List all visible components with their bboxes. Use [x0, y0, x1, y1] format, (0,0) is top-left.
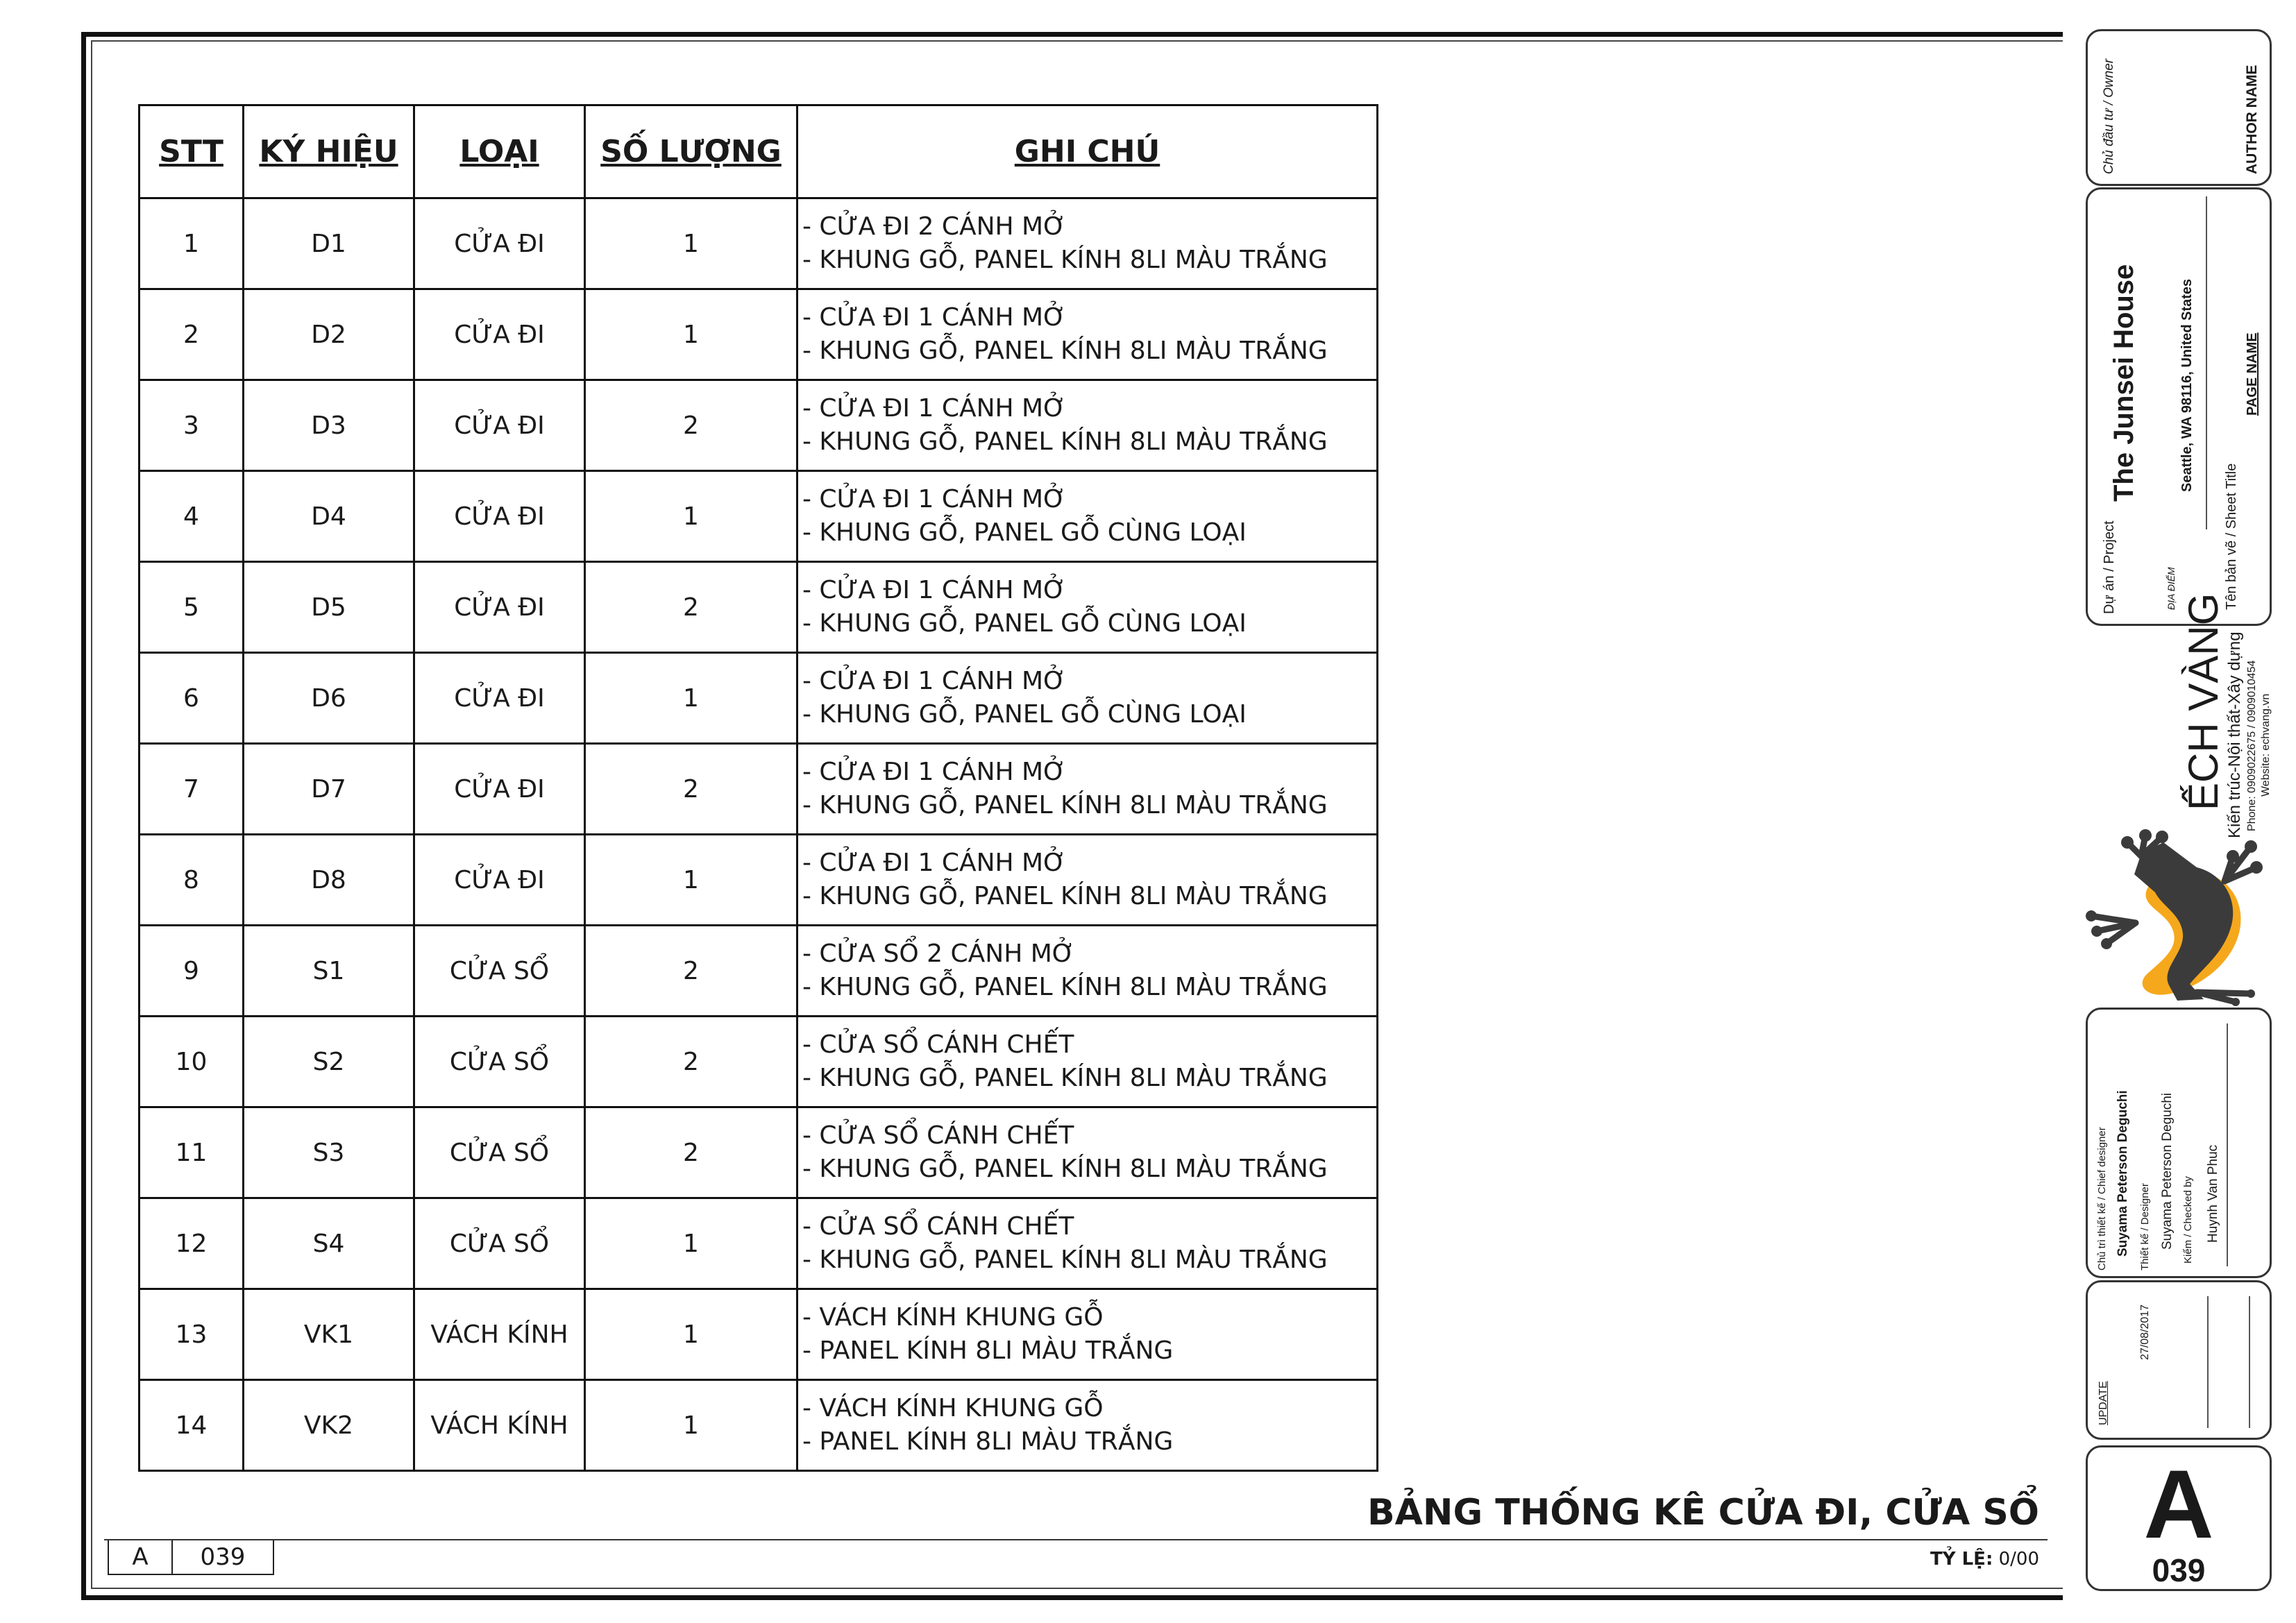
door-window-schedule [138, 104, 1378, 1472]
cell-quantity: 1 [585, 1289, 797, 1380]
cell-stt: 6 [140, 653, 244, 744]
project-box [2086, 187, 2272, 626]
note-line: - KHUNG GỖ, PANEL KÍNH 8LI MÀU TRẮNG [802, 973, 1328, 1001]
cell-notes [797, 562, 1378, 653]
cell-type: CỬA ĐI [414, 471, 585, 562]
cell-quantity: 1 [585, 1198, 797, 1289]
cell-quantity: 1 [585, 471, 797, 562]
cell-stt: 3 [140, 380, 244, 471]
update-divider-2 [2249, 1296, 2250, 1428]
project-label: Dự án / Project [2102, 520, 2117, 614]
cell-notes [797, 380, 1378, 471]
footer-rule [104, 1539, 2048, 1540]
cell-notes [797, 653, 1378, 744]
company-website: Website: echvang.vn [2260, 693, 2272, 797]
cell-quantity: 1 [585, 1380, 797, 1471]
cell-type: CỬA SỔ [414, 1198, 585, 1289]
cell-code: S3 [244, 1107, 414, 1198]
checked-label: Kiểm / Checked by [2182, 1176, 2194, 1264]
sheet-title: BẢNG THỐNG KÊ CỬA ĐI, CỬA SỔ [1367, 1492, 2039, 1533]
header-notes: GHI CHÚ [797, 105, 1378, 198]
owner-label: Chủ đầu tư / Owner [2102, 58, 2116, 174]
cell-type: VÁCH KÍNH [414, 1380, 585, 1471]
cell-code: S4 [244, 1198, 414, 1289]
cell-stt: 4 [140, 471, 244, 562]
note-line: - CỬA SỔ CÁNH CHẾT [802, 1030, 1074, 1059]
note-line: - CỬA ĐI 1 CÁNH MỞ [802, 758, 1066, 786]
cell-code: D7 [244, 744, 414, 835]
cell-type: CỬA SỔ [414, 926, 585, 1017]
cell-code: S1 [244, 926, 414, 1017]
company-tagline: Kiến trúc-Nội thất-Xây dựng [2225, 631, 2244, 838]
note-line: - KHUNG GỖ, PANEL GỖ CÙNG LOẠI [802, 518, 1247, 547]
cell-quantity: 2 [585, 1107, 797, 1198]
location-label: ĐỊA ĐIỂM [2166, 567, 2177, 610]
author-name: AUTHOR NAME [2244, 65, 2260, 174]
header-code: KÝ HIỆU [244, 105, 414, 198]
note-line: - KHUNG GỖ, PANEL KÍNH 8LI MÀU TRẮNG [802, 882, 1328, 910]
note-line: - CỬA ĐI 1 CÁNH MỞ [802, 667, 1066, 695]
cell-code: D6 [244, 653, 414, 744]
note-line: - VÁCH KÍNH KHUNG GỖ [802, 1394, 1104, 1422]
cell-notes [797, 471, 1378, 562]
note-line: - CỬA ĐI 1 CÁNH MỞ [802, 303, 1066, 332]
note-line: - KHUNG GỖ, PANEL KÍNH 8LI MÀU TRẮNG [802, 791, 1328, 819]
note-line: - CỬA ĐI 1 CÁNH MỞ [802, 576, 1066, 604]
cell-code: S2 [244, 1017, 414, 1107]
table-header-row [140, 105, 1378, 198]
table-row [140, 926, 1378, 1017]
cell-stt: 13 [140, 1289, 244, 1380]
location: Seattle, WA 98116, United States [2179, 278, 2195, 492]
sheet-number-box [108, 1540, 274, 1575]
update-label: UPDATE [2097, 1381, 2109, 1425]
cell-code: D4 [244, 471, 414, 562]
designer-label: Thiết kế / Designer [2139, 1183, 2151, 1271]
table-row [140, 653, 1378, 744]
cell-stt: 1 [140, 198, 244, 289]
chief-designer-label: Chủ trì thiết kế / Chief designer [2096, 1127, 2108, 1271]
cell-notes [797, 198, 1378, 289]
cell-stt: 2 [140, 289, 244, 380]
update-divider-1 [2207, 1296, 2209, 1428]
note-line: - KHUNG GỖ, PANEL GỖ CÙNG LOẠI [802, 609, 1247, 638]
cell-notes [797, 744, 1378, 835]
cell-stt: 11 [140, 1107, 244, 1198]
update-date: 27/08/2017 [2139, 1304, 2151, 1360]
cell-type: CỬA ĐI [414, 198, 585, 289]
designer: Suyama Peterson Deguchi [2160, 1092, 2175, 1250]
cell-stt: 9 [140, 926, 244, 1017]
table-row [140, 835, 1378, 926]
sheet-id-number: 039 [2152, 1552, 2206, 1588]
table-row [140, 1380, 1378, 1471]
table-row [140, 1107, 1378, 1198]
cell-type: CỬA ĐI [414, 744, 585, 835]
cell-quantity: 1 [585, 289, 797, 380]
cell-type: CỬA SỔ [414, 1017, 585, 1107]
note-line: - KHUNG GỖ, PANEL KÍNH 8LI MÀU TRẮNG [802, 1155, 1328, 1183]
header-quantity: SỐ LƯỢNG [585, 105, 797, 198]
cell-code: D5 [244, 562, 414, 653]
note-line: - KHUNG GỖ, PANEL KÍNH 8LI MÀU TRẮNG [802, 246, 1328, 274]
cell-quantity: 2 [585, 380, 797, 471]
table-row [140, 1198, 1378, 1289]
cell-notes [797, 926, 1378, 1017]
note-line: - PANEL KÍNH 8LI MÀU TRẮNG [802, 1427, 1174, 1456]
sheet-id-letter: A [2143, 1450, 2214, 1558]
header-stt: STT [140, 105, 244, 198]
table-row [140, 380, 1378, 471]
cell-type: VÁCH KÍNH [414, 1289, 585, 1380]
scale-value: 0/00 [1998, 1549, 2039, 1570]
cell-quantity: 1 [585, 835, 797, 926]
sheet-id-box [2086, 1445, 2272, 1591]
project-name: The Junsei House [2109, 264, 2139, 502]
table-body [140, 198, 1378, 1471]
cell-type: CỬA ĐI [414, 289, 585, 380]
scale-text [1930, 1549, 2039, 1570]
cell-code: VK1 [244, 1289, 414, 1380]
cell-type: CỬA ĐI [414, 835, 585, 926]
cell-notes [797, 289, 1378, 380]
frog-logo-icon [2086, 826, 2266, 1006]
sheet-prefix: A [109, 1540, 173, 1574]
cell-type: CỬA ĐI [414, 653, 585, 744]
note-line: - CỬA ĐI 1 CÁNH MỞ [802, 485, 1066, 513]
update-box [2086, 1280, 2272, 1440]
table-row [140, 1017, 1378, 1107]
note-line: - CỬA SỔ CÁNH CHẾT [802, 1212, 1074, 1241]
table-row [140, 1289, 1378, 1380]
cell-stt: 14 [140, 1380, 244, 1471]
sheet-title-label: Tên bản vẽ / Sheet Title [2224, 463, 2239, 610]
cell-code: D1 [244, 198, 414, 289]
cell-notes [797, 1380, 1378, 1471]
table-row [140, 289, 1378, 380]
company-phone: Phone: 0909022675 / 0909010454 [2246, 660, 2258, 831]
note-line: - KHUNG GỖ, PANEL KÍNH 8LI MÀU TRẮNG [802, 337, 1328, 365]
cell-quantity: 2 [585, 926, 797, 1017]
cell-code: VK2 [244, 1380, 414, 1471]
cell-quantity: 2 [585, 744, 797, 835]
page-name: PAGE NAME [2245, 332, 2260, 416]
note-line: - CỬA SỔ 2 CÁNH MỞ [802, 940, 1075, 968]
cell-notes [797, 835, 1378, 926]
note-line: - CỬA ĐI 2 CÁNH MỞ [802, 212, 1066, 241]
owner-box [2086, 29, 2272, 186]
note-line: - CỬA SỔ CÁNH CHẾT [802, 1121, 1074, 1150]
table-row [140, 471, 1378, 562]
cell-quantity: 2 [585, 1017, 797, 1107]
cell-code: D8 [244, 835, 414, 926]
note-line: - CỬA ĐI 1 CÁNH MỞ [802, 849, 1066, 877]
table-row [140, 562, 1378, 653]
cell-notes [797, 1289, 1378, 1380]
cell-notes [797, 1198, 1378, 1289]
cell-stt: 8 [140, 835, 244, 926]
note-line: - KHUNG GỖ, PANEL KÍNH 8LI MÀU TRẮNG [802, 427, 1328, 456]
cell-notes [797, 1107, 1378, 1198]
header-type: LOẠI [414, 105, 585, 198]
company-name: ẾCH VÀNG [2180, 593, 2227, 810]
cell-type: CỬA ĐI [414, 380, 585, 471]
cell-type: CỬA ĐI [414, 562, 585, 653]
checked-by: Huynh Van Phuc [2206, 1144, 2220, 1243]
cell-stt: 12 [140, 1198, 244, 1289]
note-line: - PANEL KÍNH 8LI MÀU TRẮNG [802, 1336, 1174, 1365]
note-line: - KHUNG GỖ, PANEL GỖ CÙNG LOẠI [802, 700, 1247, 729]
cell-code: D3 [244, 380, 414, 471]
cell-stt: 5 [140, 562, 244, 653]
location-divider [2206, 196, 2207, 529]
cell-notes [797, 1017, 1378, 1107]
table-row [140, 198, 1378, 289]
cell-quantity: 1 [585, 198, 797, 289]
cell-stt: 10 [140, 1017, 244, 1107]
designers-divider [2227, 1023, 2228, 1266]
scale-label: TỶ LỆ: [1930, 1549, 1993, 1570]
cell-stt: 7 [140, 744, 244, 835]
cell-type: CỬA SỔ [414, 1107, 585, 1198]
note-line: - CỬA ĐI 1 CÁNH MỞ [802, 394, 1066, 423]
note-line: - KHUNG GỖ, PANEL KÍNH 8LI MÀU TRẮNG [802, 1246, 1328, 1274]
designers-box [2086, 1008, 2272, 1278]
note-line: - VÁCH KÍNH KHUNG GỖ [802, 1303, 1104, 1332]
chief-designer: Suyama Peterson Deguchi [2116, 1090, 2130, 1257]
cell-quantity: 2 [585, 562, 797, 653]
table-row [140, 744, 1378, 835]
cell-code: D2 [244, 289, 414, 380]
cell-quantity: 1 [585, 653, 797, 744]
note-line: - KHUNG GỖ, PANEL KÍNH 8LI MÀU TRẮNG [802, 1064, 1328, 1092]
sheet-number: 039 [200, 1543, 246, 1571]
